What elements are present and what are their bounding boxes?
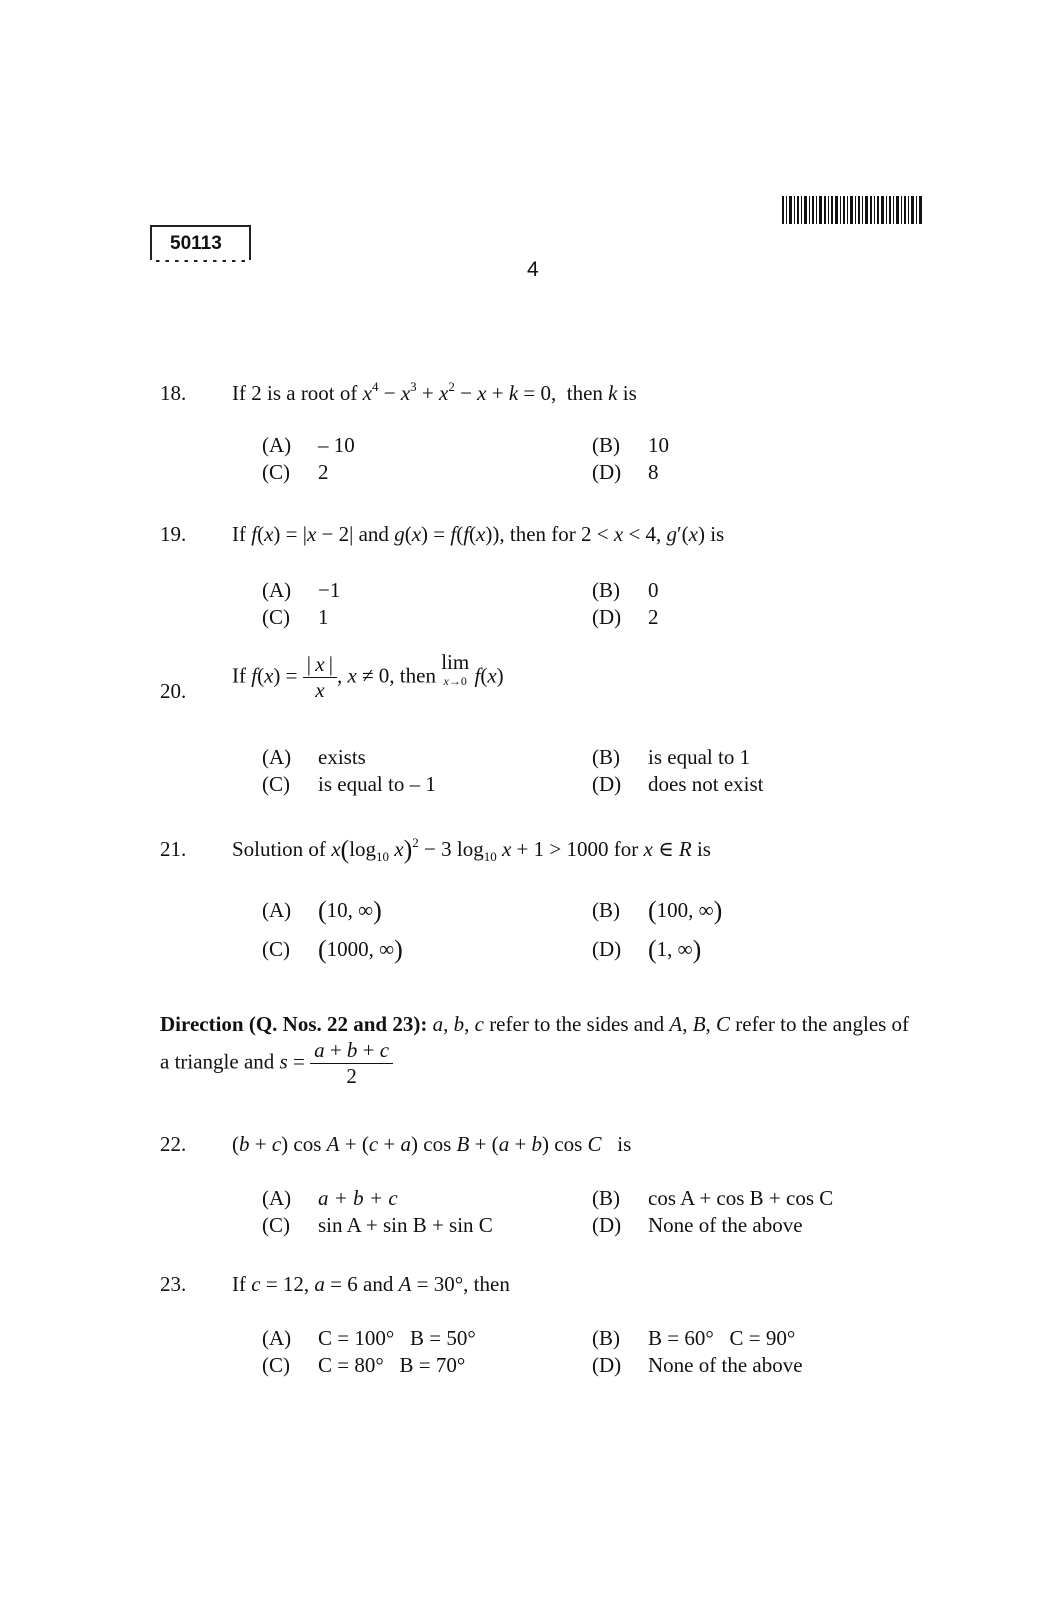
q22-option-c: (C) sin A + sin B + sin C (262, 1213, 493, 1237)
semi-perimeter-fraction: $\frac{a + b + c}{2}$ (310, 1038, 393, 1089)
direction-note: Direction (Q. Nos. 22 and 23): a, b, c refer to the sides and A, B, C refer to the angles of a triangle and s = $\frac{a + b + c}{2}$ (160, 1012, 910, 1089)
q19-option-d: (D) 2 (592, 605, 659, 629)
question-23-stem: If c = 12, a = 6 and A = 30°, then (232, 1272, 510, 1296)
question-22-number: 22. (160, 1132, 187, 1156)
q18-option-d: (D) 8 (592, 460, 659, 484)
barcode-image (782, 196, 922, 224)
q22-option-a: (A) a + b + c (262, 1186, 398, 1210)
q18-option-c: (C) 2 (262, 460, 329, 484)
q18-option-b: (B) 10 (592, 433, 669, 457)
q23-option-a: (A) C = 100° B = 50° (262, 1326, 476, 1350)
q19-option-c: (C) 1 (262, 605, 329, 629)
q18-option-a: (A) – 10 (262, 433, 355, 457)
q23-option-c: (C) C = 80° B = 70° (262, 1353, 466, 1377)
q22-option-b: (B) cos A + cos B + cos C (592, 1186, 834, 1210)
question-21-stem: Solution of $x(\log_{10}$ x)$^2$ − 3 $\log_{10} x + 1 > 1000$ for x ∈ R is (232, 835, 711, 864)
q23-option-b: (B) B = 60° C = 90° (592, 1326, 796, 1350)
question-21-number: 21. (160, 837, 187, 861)
question-18-number: 18. (160, 381, 187, 405)
q21-option-c: (C) (1000, ∞) (262, 935, 403, 964)
question-20-stem: If f(x) = $\frac{| x |}{x}$ , x ≠ 0, then lim x→0 f(x) (232, 650, 504, 703)
limit-operator: lim x→0 (441, 650, 470, 688)
question-18-stem: If 2 is a root of $x^4 - x^3 + x^2 - x + k = 0$, then k is (232, 379, 637, 405)
q21-option-b: (B) (100, ∞) (592, 896, 723, 925)
question-20-number: 20. (160, 679, 187, 703)
q20-option-c: (C) is equal to – 1 (262, 772, 436, 796)
paper-code-box: 50113 (150, 225, 251, 262)
q20-option-a: (A) exists (262, 745, 366, 769)
q20-option-d: (D) does not exist (592, 772, 764, 796)
question-23-number: 23. (160, 1272, 187, 1296)
abs-x-over-x-fraction: $\frac{| x |}{x}$ (303, 652, 337, 703)
q23-option-d: (D) None of the above (592, 1353, 803, 1377)
q19-option-a: (A) −1 (262, 578, 341, 602)
question-19-number: 19. (160, 522, 187, 546)
q21-option-d: (D) (1, ∞) (592, 935, 702, 964)
q20-option-b: (B) is equal to 1 (592, 745, 751, 769)
question-22-stem: (b + c) cos A + (c + a) cos B + (a + b) cos C is (232, 1132, 632, 1156)
q19-option-b: (B) 0 (592, 578, 659, 602)
page-number: 4 (527, 258, 539, 281)
question-19-stem: If f(x) = |x − 2| and g(x) = f(f(x)), then for 2 < x < 4, g′(x) is (232, 522, 725, 546)
q21-option-a: (A) (10, ∞) (262, 896, 382, 925)
q22-option-d: (D) None of the above (592, 1213, 803, 1237)
